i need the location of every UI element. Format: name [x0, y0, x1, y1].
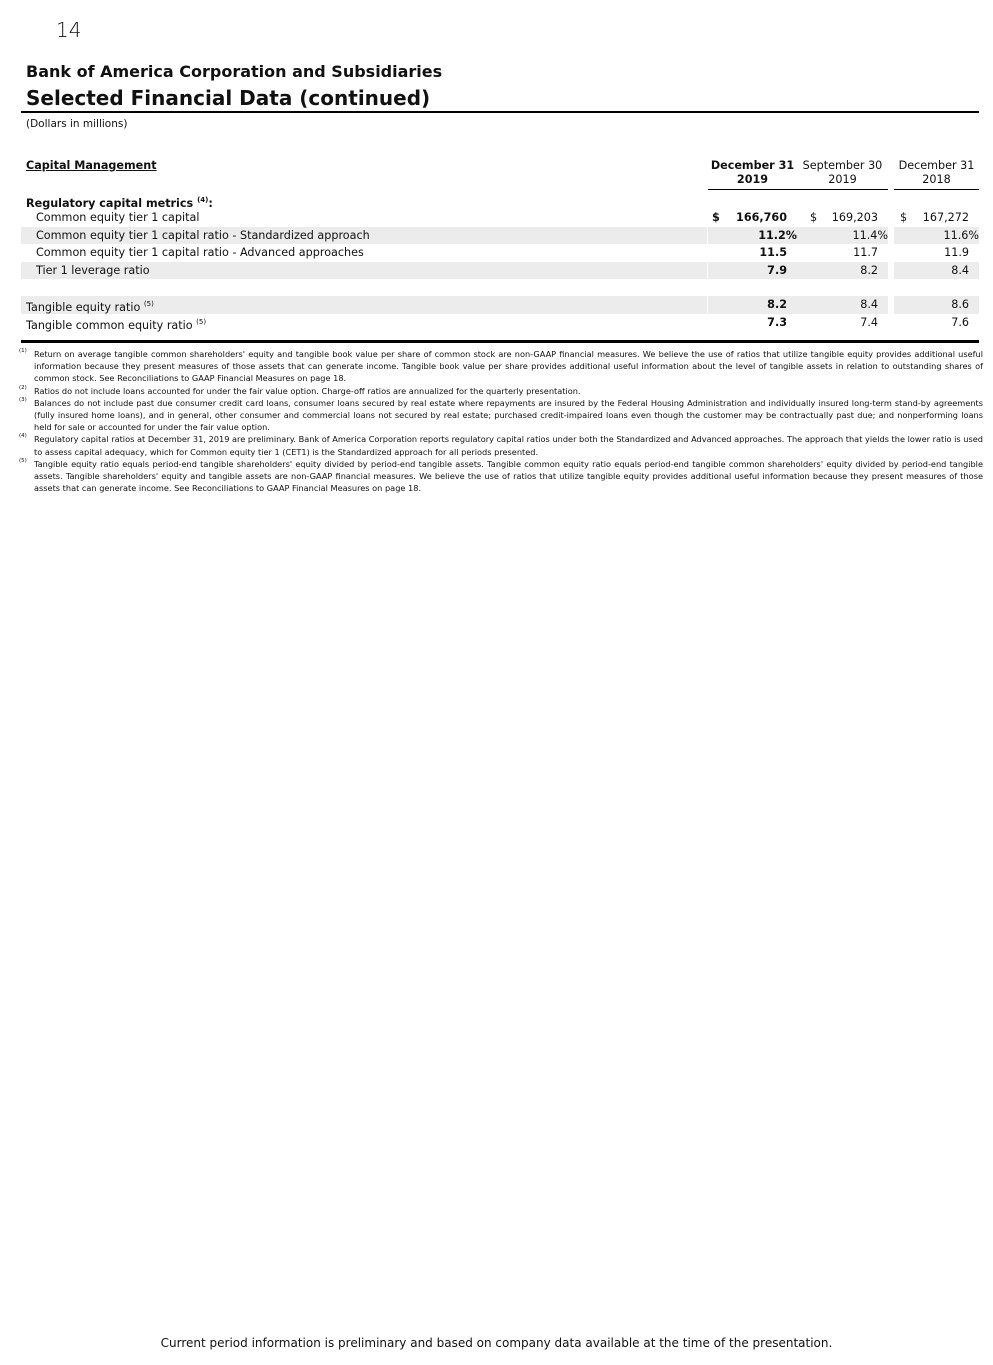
value-dec-2019: 8.2 [767, 298, 787, 311]
value-sep-2019: 11.7 [853, 246, 878, 259]
footnote-mark: (5) [19, 457, 27, 464]
footnote-mark: (4) [19, 433, 27, 440]
column-header-line1: December 31 [710, 159, 795, 172]
value-sep-2019: 7.4 [860, 315, 878, 329]
row-label-text: Tangible equity ratio [26, 301, 141, 314]
page-footer: Current period information is preliminary and based on company data available at the time of the presentation. [160, 1336, 833, 1350]
currency-symbol: $ [712, 211, 720, 224]
footnote [19, 458, 983, 495]
footnote [19, 385, 983, 397]
footnote-text: Balances do not include past due consumer credit card loans, consumer loans secured by real estate where repayments are insured by the Federal Housing Administration and individually insured long-term stand-by agreements (fully insured home loans), and in general, other consumer and commercial loans not secured by real estate; purchased credit-impaired loans even though the customer may be contractually past due; and nonperforming loans held for sale or accounted for under the fair value option. [34, 397, 983, 433]
row-label-text: Tangible common equity ratio [26, 318, 193, 332]
footnote-ref: (4) [197, 196, 209, 204]
page-title: Selected Financial Data (continued) [26, 86, 431, 110]
page-number: 14 [56, 18, 82, 42]
row-label: Common equity tier 1 capital [36, 211, 200, 224]
footnote [19, 397, 983, 434]
value-dec-2019: 7.3 [767, 315, 787, 329]
table-row [21, 314, 979, 332]
footnote [19, 348, 983, 385]
currency-symbol: $ [900, 211, 908, 224]
table-row [21, 296, 979, 314]
footnote-text: Tangible equity ratio equals period-end tangible shareholders' equity divided by period-end tangible assets. Tangible common equity ratio equals period-end tangible common shareholders' equity divided by period-end tangible assets. Tangible shareholders' equity and tangible assets are non-GAAP financial measures. We believe the use of ratios that utilize tangible equity provides additional useful information because they present measures of those assets that can generate income. See Reconciliations to GAAP Financial Measures on page 18. [34, 458, 983, 494]
value-dec-2018: 7.6 [951, 315, 969, 329]
row-label [26, 314, 206, 335]
value-dec-2018: 11.6% [943, 228, 979, 242]
value-dec-2019: 7.9 [767, 263, 787, 277]
footnote-text: Regulatory capital ratios at December 31, 2019 are preliminary. Bank of America Corporation reports regulatory capital ratios under both the Standardized and Advanced approaches. The approach that yields the lower ratio is used to assess capital adequacy, which for Common equity tier 1 (CET1) is the Standardized approach for all periods presented. [34, 434, 983, 457]
column-header-line1: December 31 [898, 159, 975, 172]
column-header [894, 159, 979, 190]
column-header-line2: 2019 [736, 173, 769, 186]
row-label: Common equity tier 1 capital ratio - Standardized approach [36, 228, 370, 242]
column-header [797, 159, 888, 190]
value-dec-2019: 11.5 [759, 246, 787, 259]
value-dec-2018: 8.6 [951, 298, 969, 311]
footnote-text: Return on average tangible common shareholders' equity and tangible book value per share of common stock are non-GAAP financial measures. We believe the use of ratios that utilize tangible equity provides additional useful information because they present measures of those assets that can generate income. Tangible book value per share provides additional useful information about the level of tangible assets in relation to outstanding shares of common stock. See Reconciliations to GAAP Financial Measures on page 18. [34, 349, 983, 384]
table-row [21, 227, 979, 245]
value-sep-2019: 169,203 [831, 211, 878, 224]
footnote-mark: (2) [19, 384, 27, 391]
table-bottom-rule [21, 340, 979, 343]
row-label: Common equity tier 1 capital ratio - Advanced approaches [36, 246, 364, 259]
footnote-mark: (3) [19, 396, 27, 403]
group-label-text: Regulatory capital metrics [26, 197, 194, 210]
table-header [21, 156, 979, 192]
value-dec-2019: 166,760 [736, 211, 787, 224]
group-label-suffix: : [208, 197, 213, 210]
value-dec-2019: 11.2% [758, 228, 797, 242]
column-header-line2: 2018 [922, 173, 951, 186]
footnote-mark: (1) [19, 348, 27, 354]
company-name: Bank of America Corporation and Subsidiaries [26, 62, 443, 81]
value-dec-2018: 11.9 [944, 246, 969, 259]
row-label: Tier 1 leverage ratio [36, 263, 150, 277]
value-sep-2019: 8.2 [860, 263, 878, 277]
value-sep-2019: 11.4% [852, 228, 888, 242]
column-header-line2: 2019 [828, 173, 857, 186]
column-header [708, 159, 797, 190]
footnote-text: Ratios do not include loans accounted for under the fair value option. Charge-off ratios are annualized for the quarterly presentation. [34, 385, 581, 396]
currency-symbol: $ [810, 211, 818, 224]
section-title: Capital Management [26, 159, 157, 172]
table-row [21, 244, 979, 262]
title-rule [21, 111, 979, 113]
capital-management-table [21, 156, 979, 331]
group-label [21, 192, 979, 209]
footnote-ref: (5) [143, 300, 154, 308]
footnote [19, 433, 983, 457]
value-dec-2018: 8.4 [951, 263, 969, 277]
table-row [21, 262, 979, 280]
value-dec-2018: 167,272 [922, 211, 969, 224]
units-note: (Dollars in millions) [26, 118, 128, 130]
footnotes [19, 348, 983, 494]
value-sep-2019: 8.4 [860, 298, 878, 311]
footnote-ref: (5) [196, 317, 207, 326]
table-row [21, 209, 979, 227]
column-header-line1: September 30 [802, 159, 883, 172]
